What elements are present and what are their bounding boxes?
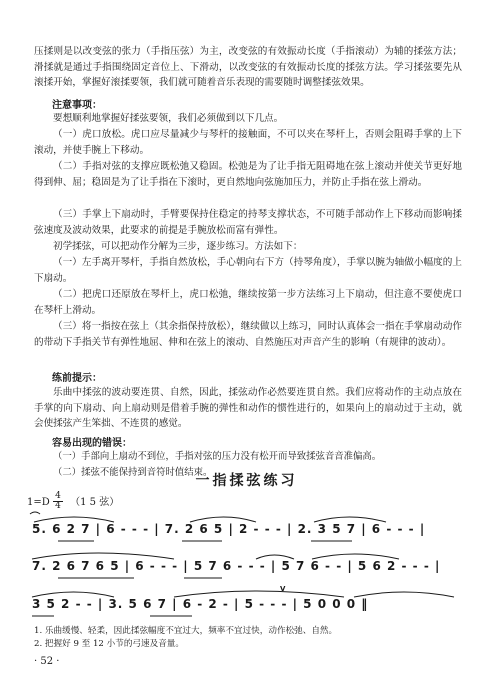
score-title: 一指揉弦练习: [195, 473, 298, 489]
score-line-2: [24, 547, 464, 583]
paragraph-notes-intro: 要想顺利地掌握好揉弦要领，我们必须做到以下几点。: [53, 113, 284, 124]
time-denominator: 4: [55, 501, 61, 511]
paragraph-step-3: （三）将一指按在弦上（其余指保持放松），继续做以上练习，同时认真体会一指在手掌扇动动作的带动下手指关节有弹性地屈、伸和在弦上的滚动、自然施压对声音产生的影响（有规律的波动）。: [34, 321, 462, 348]
page-number: · 52 ·: [34, 656, 60, 667]
score-key-signature: [27, 492, 119, 511]
paragraph-error-2: （二）揉弦不能保持到音符时值结束。: [53, 467, 213, 478]
score-line-2-notes: 7. 2 6 7 6 5 | 6 - - - | 5 7 6 - - - | 5 7 6 - - | 5 6 2 - - - |: [32, 559, 441, 573]
score-line-1: [24, 510, 464, 546]
footnote-1: 1. 乐曲缓慢、轻柔，因此揉弦幅度不宜过大，频率不宜过快，动作松弛、自然。: [34, 626, 338, 636]
heading-notes: 注意事项：: [52, 100, 102, 111]
paragraph-step-1: （一）左手离开琴杆，手指自然放松，手心朝向右下方（持琴角度），手掌以腕为轴做小幅度的上下扇动。: [34, 257, 462, 284]
paragraph-steps-intro: 初学揉弦，可以把动作分解为三步，逐步练习。方法如下：: [53, 241, 303, 252]
score-line-1-notes: 5. 6 2 7 | 6 - - - | 7. 2 6 5 | 2 - - - | 2. 3 5 7 | 6 - - - |: [32, 522, 426, 536]
paragraph-error-1: （一）手部向上扇动不到位，手指对弦的压力没有松开而导致揉弦音音准偏高。: [53, 451, 382, 462]
paragraph-step-2: （二）把虎口还原放在琴杆上，虎口松弛，继续按第一步方法练习上下扇动，但注意不要使虎口在琴杆上滑动。: [34, 289, 462, 316]
score-footnotes: [34, 625, 454, 651]
heading-tips: 练前提示：: [52, 373, 102, 384]
paragraph-note-3: （三）手掌上下扇动时，手臂要保持住稳定的持琴支撑状态，不可随手部动作上下移动而影响揉弦速度及波动效果，此要求的前提是手腕放松而富有弹性。: [34, 209, 462, 236]
footnote-2: 2. 把握好 9 至 12 小节的弓速及音量。: [34, 639, 184, 649]
score-line-3-notes: 3 5 2 - - | 3. 5 6 7 | 6 - 2 - | 5 - - - | 5 0 0 0 ‖: [32, 597, 369, 611]
tuning-label: （1 5 弦）: [70, 497, 120, 508]
heading-errors: 容易出现的错误：: [52, 438, 132, 449]
paragraph-intro: 压揉则是以改变弦的张力（手指压弦）为主，改变弦的有效振动长度（手指滚动）为辅的揉弦方法；滑揉就是通过手指围绕固定音位上、下滑动，以改变弦的有效振动长度的揉弦方法。学习揉弦要先从滚揉开始，掌握好滚揉要领，我们就可随着音乐表现的需要随时调整揉弦效果。: [34, 46, 462, 89]
paragraph-note-1: （一）虎口放松。虎口应尽量减少与琴杆的接触面，不可以夹在琴杆上，否则会阻碍手掌的上下滚动，并使手腕上下移动。: [34, 129, 462, 156]
key-label: 1=D: [27, 497, 50, 508]
paragraph-note-2: （二）手指对弦的支撑应既松弛又稳固。松弛是为了让手指无阻碍地在弦上滚动并使关节更好地得到伸、屈；稳固是为了让手指在下滚时，更自然地向弦施加压力，并防止手指在弦上滑动。: [34, 161, 462, 188]
score-line-3: [24, 585, 464, 621]
time-numerator: 4: [53, 492, 63, 502]
bowing-mark: V: [280, 585, 286, 593]
paragraph-tips: 乐曲中揉弦的波动要连贯、自然，因此，揉弦动作必然要连贯自然。我们应将动作的主动点放在手掌的向下扇动、向上扇动则是借着手腕的弹性和动作的惯性进行的，如果向上的扇动过于主动，就会使揉弦产生笨拙、不连贯的感觉。: [34, 387, 462, 430]
time-signature: [53, 492, 63, 511]
